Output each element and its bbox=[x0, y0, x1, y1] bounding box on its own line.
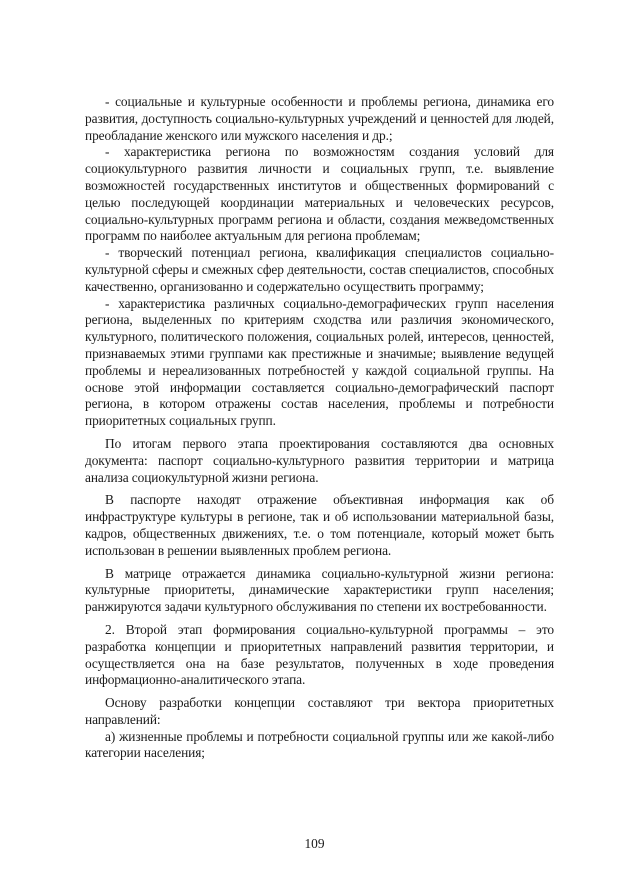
paragraph-matrix: В матрице отражается динамика социально-культурной жизни региона: культурные приоритеты, динамические характеристики групп населения; ранжируются задачи культурного обслуживания по степени их востребованности. bbox=[85, 565, 554, 615]
paragraph-regional-features: - социальные и культурные особенности и проблемы региона, динамика его развития, доступность социально-культурных учреждений и ценностей для людей, преобладание женского или мужского населения и др.; bbox=[85, 94, 554, 143]
paragraph-passport: В паспорте находят отражение объективная информация как об инфраструктуре культуры в регионе, так и об использовании материальной базы, кадров, общественных движениях, т.е. о том потенциале, который может быть использован в решении выявленных проблем региона. bbox=[85, 492, 554, 558]
paragraph-vector-a: а) жизненные проблемы и потребности социальной группы или же какой-либо категории населения; bbox=[85, 728, 554, 761]
paragraph-creative-potential: - творческий потенциал региона, квалификация специалистов социально-культурной сферы и смежных сфер деятельности, состав специалистов, способных качественно, организованно и содержательно осуществить программу; bbox=[85, 245, 554, 294]
paragraph-second-stage: 2. Второй этап формирования социально-культурной программы – это разработка концепции и приоритетных направлений развития территории, и осуществляется она на базе результатов, полученных в ходе проведения информационно-аналитического этапа. bbox=[85, 621, 554, 688]
page-number: 109 bbox=[304, 836, 325, 851]
paragraph-concept-basis: Основу разработки концепции составляют три вектора приоритетных направлений: bbox=[85, 695, 554, 727]
paragraph-demographic-groups: - характеристика различных социально-демографических групп населения региона, выделенных по критериям сходства или различия экономического, культурного, политического положения, социальных ролей, интересов, ценностей, признаваемых этими группами как престижные и значимые; выявление ведущей проблемы и нереализованных потребностей у каждой социальной группы. На основе этой информации составляется социально-демографический паспорт региона, в котором отражены состав населения, проблемы и потребности приоритетных социальных групп. bbox=[85, 295, 554, 429]
paragraph-first-stage-documents: По итогам первого этапа проектирования составляются два основных документа: паспорт социально-культурного развития территории и матрица анализа социокультурной жизни региона. bbox=[85, 435, 554, 485]
document-page bbox=[85, 94, 554, 762]
paragraph-region-characteristics: - характеристика региона по возможностям создания условий для социокультурного развития личности и социальных групп, т.е. выявление возможностей государственных институтов и общественных формирований с целью последующей координации материальных и человеческих ресурсов, социально-культурных программ региона и области, создания межведомственных программ по наиболее актуальным для региона проблемам; bbox=[85, 144, 554, 244]
